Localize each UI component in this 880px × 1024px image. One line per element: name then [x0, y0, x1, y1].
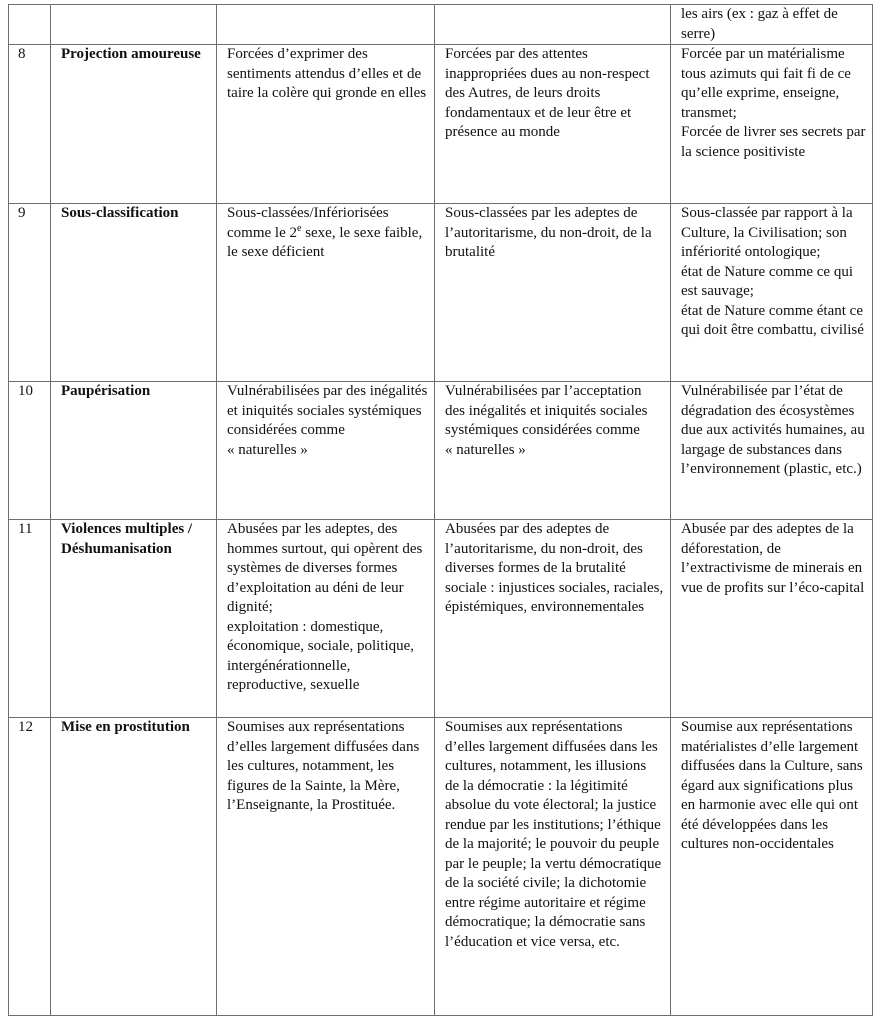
cell-others: Soumises aux représentations d’elles largement diffusées dans les cultures, notamment, les illusions de la démocratie : la légitimité absolue du vote électoral; la justice rendue par les institutions; l’éthique de la majorité; le pouvoir du peuple par le peuple; la vertu démocratique de la société civile; la dichotomie entre régime autoritaire et régime démocratique; la démocratie sans l’éducation et vice versa, etc. — [435, 718, 671, 1016]
row-number: 9 — [9, 204, 51, 382]
cell-num — [9, 5, 51, 45]
cell-col2 — [217, 5, 435, 45]
cell-others: Forcées par des attentes inappropriées dues au non-respect des Autres, de leurs droits fondamentaux et de leur être et présence au monde — [435, 45, 671, 204]
row-term: Sous-classification — [51, 204, 217, 382]
cell-women: Vulnérabilisées par des inégalités et iniquités sociales systémiques considérées comme « naturelles » — [217, 382, 435, 520]
superscript: e — [296, 222, 302, 234]
row-term: Mise en prostitution — [51, 718, 217, 1016]
cell-women: Forcées d’exprimer des sentiments attendus d’elles et de taire la colère qui gronde en elles — [217, 45, 435, 204]
comparison-table — [8, 4, 873, 1016]
table-row — [9, 718, 873, 1016]
table-row-continuation — [9, 5, 873, 45]
table-row — [9, 45, 873, 204]
row-number: 8 — [9, 45, 51, 204]
cell-women: Soumises aux représentations d’elles largement diffusées dans les cultures, notamment, les figures de la Sainte, la Mère, l’Enseignante, la Prostituée. — [217, 718, 435, 1016]
row-term: Paupérisation — [51, 382, 217, 520]
cell-others: Vulnérabilisées par l’acceptation des inégalités et iniquités sociales systémiques considérées comme « naturelles » — [435, 382, 671, 520]
cell-nature: Forcée par un matérialisme tous azimuts qui fait fi de ce qu’elle exprime, enseigne, transmet; Forcée de livrer ses secrets par la science positiviste — [671, 45, 873, 204]
cell-women — [217, 204, 435, 382]
cell-col4: les airs (ex : gaz à effet de serre) — [671, 5, 873, 45]
cell-nature: Soumise aux représentations matérialistes d’elle largement diffusées dans la Culture, sans égard aux significations plus en harmonie avec elle qui ont été développées dans les cultures non-occidentales — [671, 718, 873, 1016]
row-number: 12 — [9, 718, 51, 1016]
cell-nature: Sous-classée par rapport à la Culture, la Civilisation; son infériorité ontologique; état de Nature comme ce qui est sauvage; état de Nature comme étant ce qui doit être combattu, civilisé — [671, 204, 873, 382]
cell-text: sexe, le sexe faible, le sexe déficient — [227, 224, 423, 260]
table-row — [9, 382, 873, 520]
cell-others: Abusées par des adeptes de l’autoritarisme, du non-droit, des diverses formes de la brutalité sociale : injustices sociales, raciales, épistémiques, environnementales — [435, 520, 671, 718]
cell-term — [51, 5, 217, 45]
row-number: 11 — [9, 520, 51, 718]
cell-text: Sous-classées/Infériorisées comme le 2 — [227, 205, 389, 241]
cell-others: Sous-classées par les adeptes de l’autoritarisme, du non-droit, de la brutalité — [435, 204, 671, 382]
cell-col3 — [435, 5, 671, 45]
table-row — [9, 520, 873, 718]
row-term: Violences multiples / Déshumanisation — [51, 520, 217, 718]
cell-nature: Abusée par des adeptes de la déforestation, de l’extractivisme de minerais en vue de profits sur l’éco-capital — [671, 520, 873, 718]
cell-nature: Vulnérabilisée par l’état de dégradation des écosystèmes due aux activités humaines, au largage de substances dans l’environnement (plastic, etc.) — [671, 382, 873, 520]
table-row — [9, 204, 873, 382]
row-term: Projection amoureuse — [51, 45, 217, 204]
row-number: 10 — [9, 382, 51, 520]
cell-women: Abusées par les adeptes, des hommes surtout, qui opèrent des systèmes de diverses formes d’exploitation au déni de leur dignité; exploitation : domestique, économique, sociale, politique, intergénérationnelle, reproductive, sexuelle — [217, 520, 435, 718]
